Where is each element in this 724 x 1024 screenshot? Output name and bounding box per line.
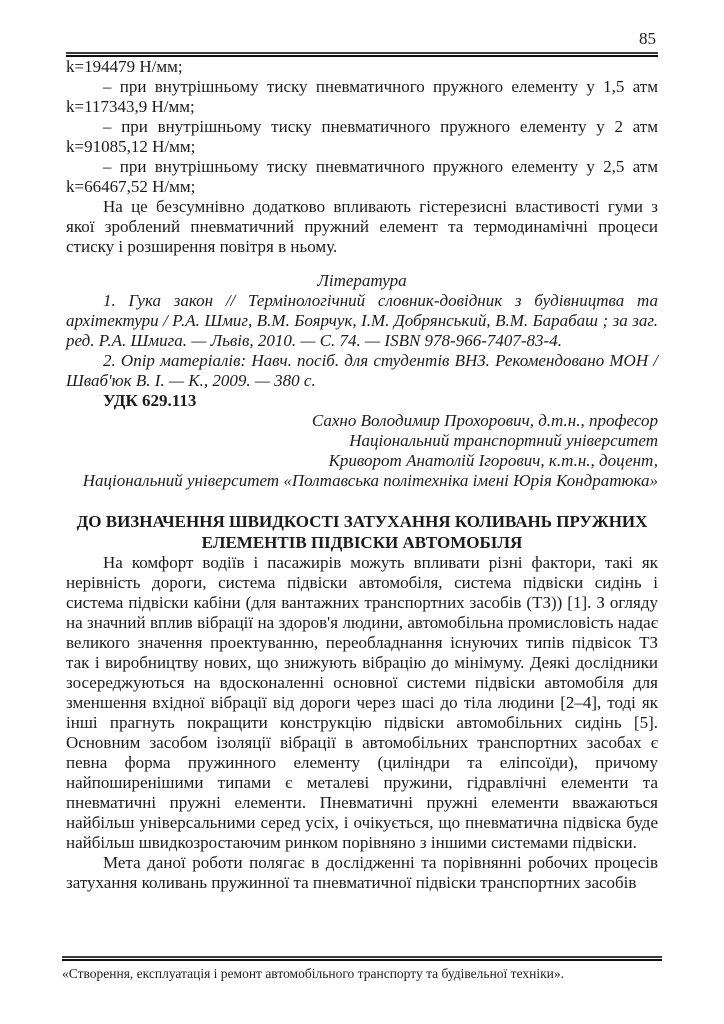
footer-rule (62, 956, 662, 961)
k-value-continuation-line: k=194479 Н/мм; (66, 57, 183, 76)
article-paragraph-2: Мета даної роботи полягає в дослідженні та порівнянні робочих процесів затухання коливань пружинної та пневматичної підвіски транспортних засобів (66, 853, 658, 892)
article-paragraph-1: На комфорт водіїв і пасажирів можуть впливати різні фактори, такі як нерівність дороги, система підвіски автомобіля, система підвіски сидінь і система підвіски кабіни (для вантажних транспортних засобів (ТЗ)) [1]. З огляду на значний вплив вібрації на здоров'я людини, автомобільна промисловість надає великого значення проектуванню, переобладнання існуючих типів підвісок ТЗ так і виробництву нових, що знижують вібрацію до мінімуму. Деякі дослідники зосереджуються на вдосконаленні основної системи підвіски автомобіля для зменшення вхідної вібрації від дороги через шасі до тіла людини [2–4], тоді як інші прагнуть покращити конструкцію підвіски автомобільних сидінь [5]. Основним засобом ізоляції вібрації в автомобільних транспортних засобах є певна форма пружинного елементу (циліндри та еліпсоїди), причому найпоширенішими типами є металеві пружини, гідравлічні елементи та пневматичні пружні елементи. Пневматичні пружні елементи вважаються найбільш універсальними серед усіх, і очікується, що пневматична підвіска буде найбільш швидкозростаючим ринком порівняно з іншими системами підвіски. (66, 553, 658, 852)
pressure-paragraph-3: – при внутрішньому тиску пневматичного пружного елементу у 2,5 атм k=66467,52 Н/мм; (66, 157, 658, 196)
reference-item-2: 2. Опір матеріалів: Навч. посіб. для студентів ВНЗ. Рекомендовано МОН / Шваб'юк В. І. — К., 2009. — 380 с. (66, 351, 658, 390)
page-number: 85 (639, 29, 656, 48)
intro-closing-paragraph: На це безсумнівно додатково впливають гістерезисні властивості гуми з якої зроблений пневматичний пружний елемент та термодинамічні процеси стиску і розширення повітря в ньому. (66, 197, 658, 256)
footer-text: «Створення, експлуатація і ремонт автомобільного транспорту та будівельної техніки». (62, 966, 565, 981)
pressure-paragraph-2: – при внутрішньому тиску пневматичного пружного елементу у 2 атм k=91085,12 Н/мм; (66, 117, 658, 156)
page-footer (62, 956, 662, 982)
article-title: ДО ВИЗНАЧЕННЯ ШВИДКОСТІ ЗАТУХАННЯ КОЛИВАНЬ ПРУЖНИХ ЕЛЕМЕНТІВ ПІДВІСКИ АВТОМОБІЛЯ (76, 512, 648, 552)
references-heading: Література (317, 271, 407, 290)
author-line-1: Сахно Володимир Прохорович, д.т.н., професор (311, 411, 658, 430)
author-affiliation-1: Національний транспортний університет (349, 431, 658, 450)
pressure-paragraph-1: – при внутрішньому тиску пневматичного пружного елементу у 1,5 атм k=117343,9 Н/мм; (66, 77, 658, 116)
reference-item-1: 1. Гука закон // Термінологічний словник-довідник з будівництва та архітектури / Р.А. Шмиг, В.М. Боярчук, І.М. Добрянський, В.М. Барабаш ; за заг. ред. Р.А. Шмига. — Львів, 2010. — С. 74. — ISBN 978-966-7407-83-4. (66, 291, 658, 350)
udc-code: УДК 629.113 (103, 391, 197, 410)
author-line-2: Криворот Анатолій Ігорович, к.т.н., доцент, (328, 451, 658, 470)
author-affiliation-2: Національний університет «Полтавська політехніка імені Юрія Кондратюка» (82, 471, 658, 490)
authors-block (66, 411, 658, 491)
